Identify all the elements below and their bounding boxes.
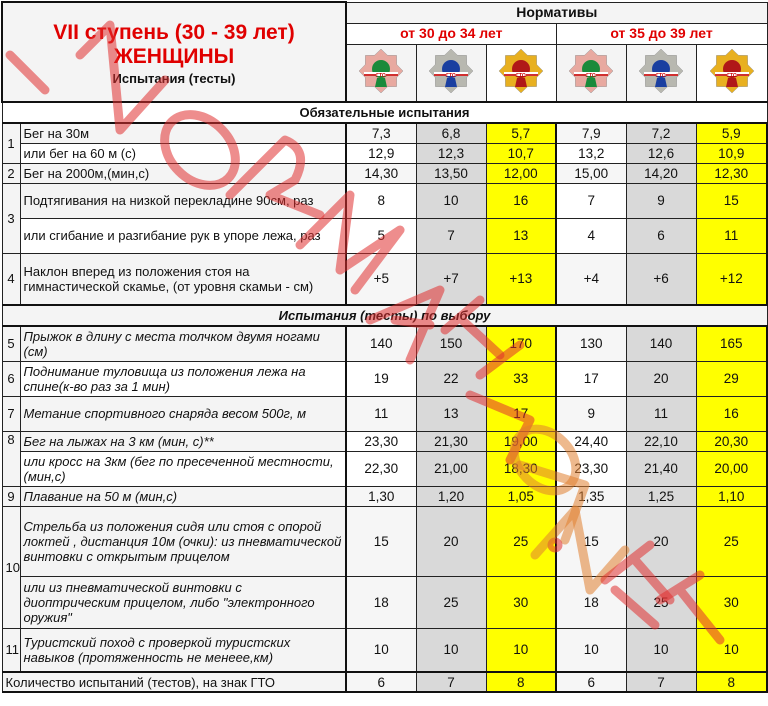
- table-row: [2, 396, 767, 431]
- silver-value: 14,20: [626, 163, 696, 183]
- silver-value: 140: [626, 326, 696, 361]
- gold-value: 5,9: [696, 123, 767, 143]
- test-name: Метание спортивного снаряда весом 500г, м: [20, 396, 346, 431]
- bronze-value: 1,35: [556, 486, 626, 506]
- gold-value: 5,7: [486, 123, 556, 143]
- silver-value: 11: [626, 396, 696, 431]
- bronze-value: 140: [346, 326, 416, 361]
- silver-value: 13,50: [416, 163, 486, 183]
- silver-value: 22,10: [626, 431, 696, 451]
- test-name: Туристский поход с проверкой туристских навыков (протяженность не менеее,км): [20, 628, 346, 672]
- test-name: Наклон вперед из положения стоя на гимнастической скамье, (от уровня скамьи - см): [20, 253, 346, 305]
- bronze-value: 12,9: [346, 143, 416, 163]
- gold-value: 30: [696, 576, 767, 628]
- bronze-value: 15,00: [556, 163, 626, 183]
- bronze-value: 18: [346, 576, 416, 628]
- bronze-badge-icon: [565, 45, 617, 100]
- silver-badge-icon: [425, 45, 477, 100]
- silver-value: 25: [416, 576, 486, 628]
- table-row: [2, 628, 767, 672]
- silver-value: 21,00: [416, 451, 486, 486]
- gold-value: 170: [486, 326, 556, 361]
- test-number: 3: [2, 183, 20, 253]
- svg-text:ГТО: ГТО: [516, 73, 526, 80]
- gold-badge-icon: [706, 45, 758, 100]
- bronze-value: 13,2: [556, 143, 626, 163]
- bronze-value: 8: [346, 183, 416, 218]
- test-name: или из пневматической винтовки с диоптрическим прицелом, либо "электронного оружия": [20, 576, 346, 628]
- gold-value: 25: [696, 506, 767, 576]
- silver-value: 9: [626, 183, 696, 218]
- bronze-value: 23,30: [346, 431, 416, 451]
- bronze-value: 7,9: [556, 123, 626, 143]
- test-number: 7: [2, 396, 20, 431]
- gold-value: +13: [486, 253, 556, 305]
- silver-value: 6: [626, 218, 696, 253]
- bronze-value: 17: [556, 361, 626, 396]
- silver-value: 12,3: [416, 143, 486, 163]
- silver-value: 13: [416, 396, 486, 431]
- bronze-value: 10: [346, 628, 416, 672]
- gold-badge-cell: [696, 44, 767, 102]
- svg-text:ГТО: ГТО: [446, 73, 456, 80]
- bronze-badge-icon: [355, 45, 407, 100]
- silver-value: 1,25: [626, 486, 696, 506]
- gold-count: 8: [486, 672, 556, 692]
- bronze-value: 14,30: [346, 163, 416, 183]
- bronze-value: 1,30: [346, 486, 416, 506]
- gold-value: 20,00: [696, 451, 767, 486]
- silver-value: 7,2: [626, 123, 696, 143]
- table-row: [2, 163, 767, 183]
- age-group-35-39: от 35 до 39 лет: [556, 23, 767, 44]
- bronze-value: 7: [556, 183, 626, 218]
- test-name: или сгибание и разгибание рук в упоре лежа, раз: [20, 218, 346, 253]
- gold-value: 10: [696, 628, 767, 672]
- table-row: [2, 326, 767, 361]
- silver-value: 21,40: [626, 451, 696, 486]
- test-number: 10: [2, 506, 20, 628]
- test-name: или кросс на 3км (бег по пресеченной местности, (мин,с): [20, 451, 346, 486]
- silver-value: 6,8: [416, 123, 486, 143]
- test-name: Подтягивания на низкой перекладине 90см, раз: [20, 183, 346, 218]
- total-row: [2, 672, 767, 692]
- silver-badge-cell: [626, 44, 696, 102]
- bronze-value: 22,30: [346, 451, 416, 486]
- silver-badge-icon: [635, 45, 687, 100]
- bronze-badge-cell: [346, 44, 416, 102]
- svg-text:ГТО: ГТО: [726, 73, 737, 80]
- test-number: 2: [2, 163, 20, 183]
- test-number: 9: [2, 486, 20, 506]
- silver-value: 22: [416, 361, 486, 396]
- gold-value: 1,05: [486, 486, 556, 506]
- gold-value: 11: [696, 218, 767, 253]
- bronze-value: 15: [556, 506, 626, 576]
- test-name: Бег на лыжах на 3 км (мин, с)**: [20, 431, 346, 451]
- test-number: 11: [2, 628, 20, 672]
- silver-value: 25: [626, 576, 696, 628]
- gold-badge-cell: [486, 44, 556, 102]
- bronze-value: 5: [346, 218, 416, 253]
- bronze-value: 7,3: [346, 123, 416, 143]
- gold-value: +12: [696, 253, 767, 305]
- test-number: 1: [2, 123, 20, 163]
- gold-value: 12,30: [696, 163, 767, 183]
- gold-value: 1,10: [696, 486, 767, 506]
- bronze-badge-cell: [556, 44, 626, 102]
- gender-title: ЖЕНЩИНЫ: [113, 45, 235, 68]
- silver-count: 7: [626, 672, 696, 692]
- bronze-value: 24,40: [556, 431, 626, 451]
- svg-text:ГТО: ГТО: [656, 73, 666, 80]
- silver-badge-cell: [416, 44, 486, 102]
- bronze-value: 11: [346, 396, 416, 431]
- bronze-value: 10: [556, 628, 626, 672]
- bronze-value: 4: [556, 218, 626, 253]
- gold-value: 20,30: [696, 431, 767, 451]
- bronze-value: 9: [556, 396, 626, 431]
- table-row: [2, 361, 767, 396]
- table-row: [2, 218, 767, 253]
- silver-value: 10: [416, 628, 486, 672]
- table-row: [2, 253, 767, 305]
- gold-value: 10,9: [696, 143, 767, 163]
- gold-value: 15: [696, 183, 767, 218]
- title-block: [2, 2, 346, 102]
- gold-value: 10: [486, 628, 556, 672]
- bronze-value: 19: [346, 361, 416, 396]
- silver-value: 21,30: [416, 431, 486, 451]
- svg-text:ГТО: ГТО: [586, 73, 596, 80]
- bronze-value: 18: [556, 576, 626, 628]
- gold-value: 25: [486, 506, 556, 576]
- test-name: или бег на 60 м (с): [20, 143, 346, 163]
- gold-value: 13: [486, 218, 556, 253]
- svg-text:ГТО: ГТО: [376, 73, 387, 80]
- gold-value: 10,7: [486, 143, 556, 163]
- gold-count: 8: [696, 672, 767, 692]
- table-row: [2, 576, 767, 628]
- test-name: Прыжок в длину с места толчком двумя ногами (см): [20, 326, 346, 361]
- table-row: [2, 486, 767, 506]
- silver-value: 20: [626, 506, 696, 576]
- table-row: [2, 143, 767, 163]
- bronze-value: 23,30: [556, 451, 626, 486]
- silver-value: 10: [416, 183, 486, 218]
- test-name: Бег на 2000м,(мин,с): [20, 163, 346, 183]
- total-label: Количество испытаний (тестов), на знак ГТО: [2, 672, 346, 692]
- gold-value: 29: [696, 361, 767, 396]
- table-row: [2, 451, 767, 486]
- test-name: Бег на 30м: [20, 123, 346, 143]
- bronze-value: +5: [346, 253, 416, 305]
- test-name: Стрельба из положения сидя или стоя с опорой локтей , дистанция 10м (очки): из пневматической винтовки с открытым прицелом: [20, 506, 346, 576]
- bronze-value: +4: [556, 253, 626, 305]
- bronze-count: 6: [346, 672, 416, 692]
- tests-subtitle: Испытания (тесты): [112, 71, 236, 86]
- stage-title: VII ступень (30 - 39 лет): [53, 21, 295, 44]
- gold-value: 12,00: [486, 163, 556, 183]
- table-row: [2, 431, 767, 451]
- test-number: 5: [2, 326, 20, 361]
- gold-value: 19,00: [486, 431, 556, 451]
- gold-value: 18,30: [486, 451, 556, 486]
- bronze-value: 130: [556, 326, 626, 361]
- gold-value: 17: [486, 396, 556, 431]
- silver-value: 150: [416, 326, 486, 361]
- normatives-header: Нормативы: [346, 2, 767, 23]
- optional-section-header: Испытания (тесты) по выбору: [2, 305, 767, 326]
- silver-value: 20: [416, 506, 486, 576]
- gold-value: 165: [696, 326, 767, 361]
- gold-value: 30: [486, 576, 556, 628]
- silver-count: 7: [416, 672, 486, 692]
- age-group-30-34: от 30 до 34 лет: [346, 23, 556, 44]
- silver-value: 1,20: [416, 486, 486, 506]
- mandatory-section-header: Обязательные испытания: [2, 102, 767, 123]
- gto-norms-table: [1, 1, 768, 693]
- bronze-count: 6: [556, 672, 626, 692]
- silver-value: 20: [626, 361, 696, 396]
- test-number: 4: [2, 253, 20, 305]
- gold-value: 16: [696, 396, 767, 431]
- silver-value: 12,6: [626, 143, 696, 163]
- silver-value: +7: [416, 253, 486, 305]
- table-row: [2, 123, 767, 143]
- table-row: [2, 183, 767, 218]
- table-row: [2, 506, 767, 576]
- silver-value: +6: [626, 253, 696, 305]
- bronze-value: 15: [346, 506, 416, 576]
- test-number: 6: [2, 361, 20, 396]
- gold-value: 33: [486, 361, 556, 396]
- test-number: 8: [2, 431, 20, 486]
- test-name: Поднимание туловища из положения лежа на спине(к-во раз за 1 мин): [20, 361, 346, 396]
- silver-value: 7: [416, 218, 486, 253]
- test-name: Плавание на 50 м (мин,с): [20, 486, 346, 506]
- gold-value: 16: [486, 183, 556, 218]
- gold-badge-icon: [495, 45, 547, 100]
- silver-value: 10: [626, 628, 696, 672]
